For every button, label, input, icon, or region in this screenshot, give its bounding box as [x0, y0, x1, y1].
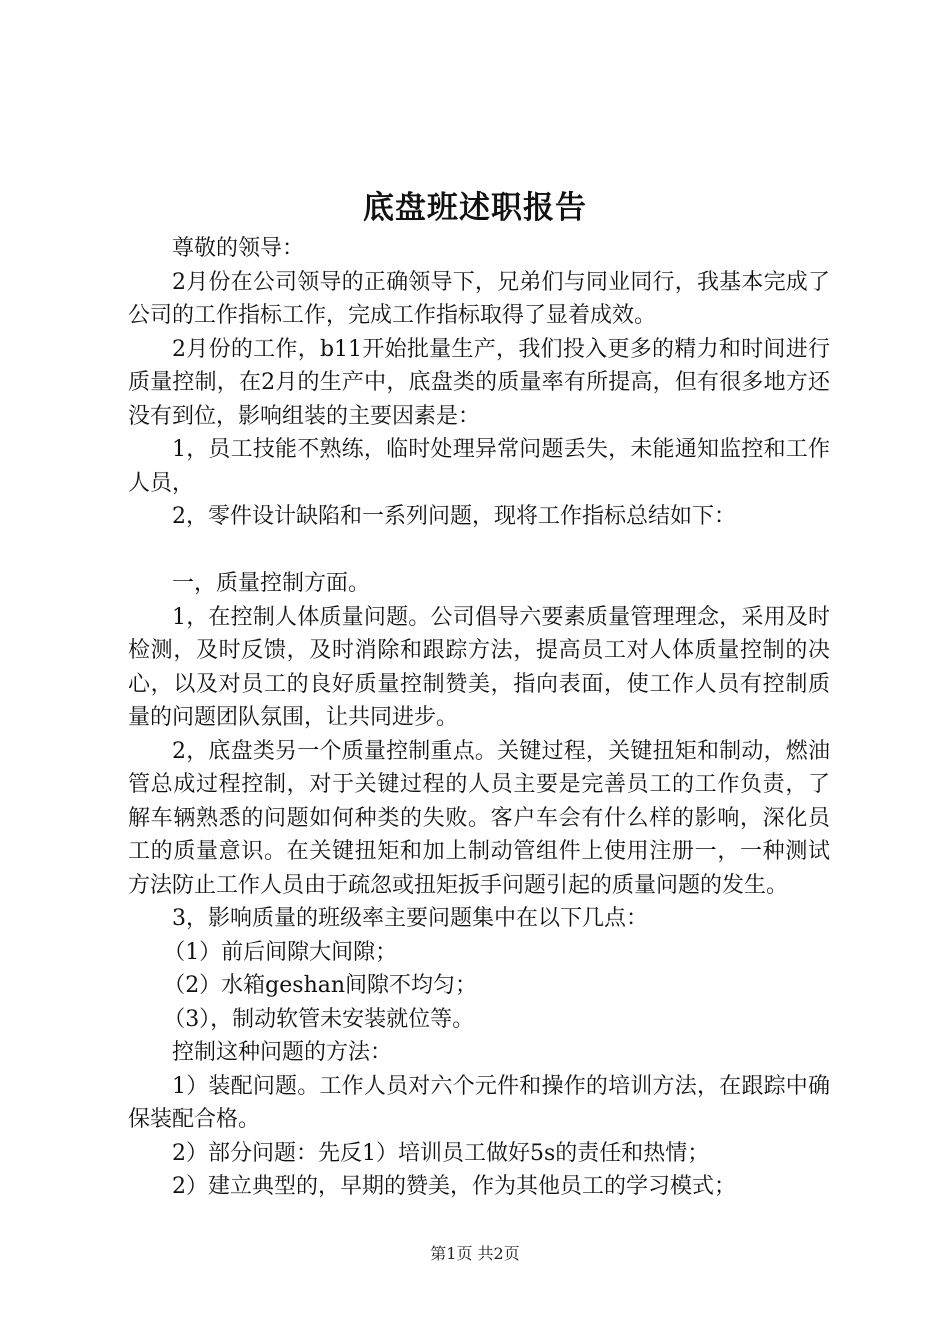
- paragraph-february-work: 2月份的工作，b11开始批量生产，我们投入更多的精力和时间进行质量控制，在2月的生产中，底盘类的质量率有所提高，但有很多地方还没有到位，影响组装的主要因素是：: [128, 336, 830, 429]
- list-item-issue-1: （1）前后间隙大间隙；: [163, 939, 398, 965]
- document-title: 底盘班述职报告: [363, 190, 587, 226]
- salutation: 尊敬的领导：: [172, 236, 305, 261]
- paragraph-quality-3: 3，影响质量的班级率主要问题集中在以下几点：: [172, 906, 648, 931]
- paragraph-quality-1: 1，在控制人体质量问题。公司倡导六要素质量管理理念，采用及时检测，及时反馈，及时消除和跟踪方法，提高员工对人体质量控制的决心，以及对员工的良好质量控制赞美，指向表面，使工作人员有控制质量的问题团队氛围，让共同进步。: [128, 604, 830, 730]
- paragraph-quality-2: 2，底盘类另一个质量控制重点。关键过程，关键扭矩和制动，燃油管总成过程控制，对于关键过程的人员主要是完善员工的工作负责，了解车辆熟悉的问题如何种类的失败。客户车会有什么样的影响，深化员工的质量意识。在关键扭矩和加上制动管组件上使用注册一，一种测试方法防止工作人员由于疏忽或扭矩扳手问题引起的质量问题的发生。: [128, 738, 830, 898]
- list-item-method-3: 2）建立典型的，早期的赞美，作为其他员工的学习模式；: [172, 1174, 736, 1199]
- list-item-method-1: 1）装配问题。工作人员对六个元件和操作的培训方法，在跟踪中确保装配合格。: [128, 1073, 830, 1132]
- paragraph-intro: 2月份在公司领导的正确领导下，兄弟们与同业同行，我基本完成了公司的工作指标工作，完成工作指标取得了显着成效。: [128, 269, 830, 328]
- section-heading-quality-control: 一，质量控制方面。: [172, 571, 371, 596]
- paragraph-factor-2: 2，零件设计缺陷和一系列问题，现将工作指标总结如下：: [172, 504, 736, 529]
- paragraph-factor-1: 1，员工技能不熟练，临时处理异常问题丢失，未能通知监控和工作人员，: [128, 437, 830, 496]
- list-item-issue-2: （2）水箱geshan间隙不均匀；: [163, 973, 478, 998]
- list-item-issue-3: （3），制动软管未安装就位等。: [163, 1006, 475, 1032]
- document-body: [128, 232, 830, 1204]
- page-footer: 第1页 共2页: [430, 1244, 520, 1263]
- list-item-method-2: 2）部分问题：先反1）培训员工做好5s的责任和热情；: [172, 1140, 710, 1166]
- paragraph-control-methods: 控制这种问题的方法：: [172, 1040, 393, 1065]
